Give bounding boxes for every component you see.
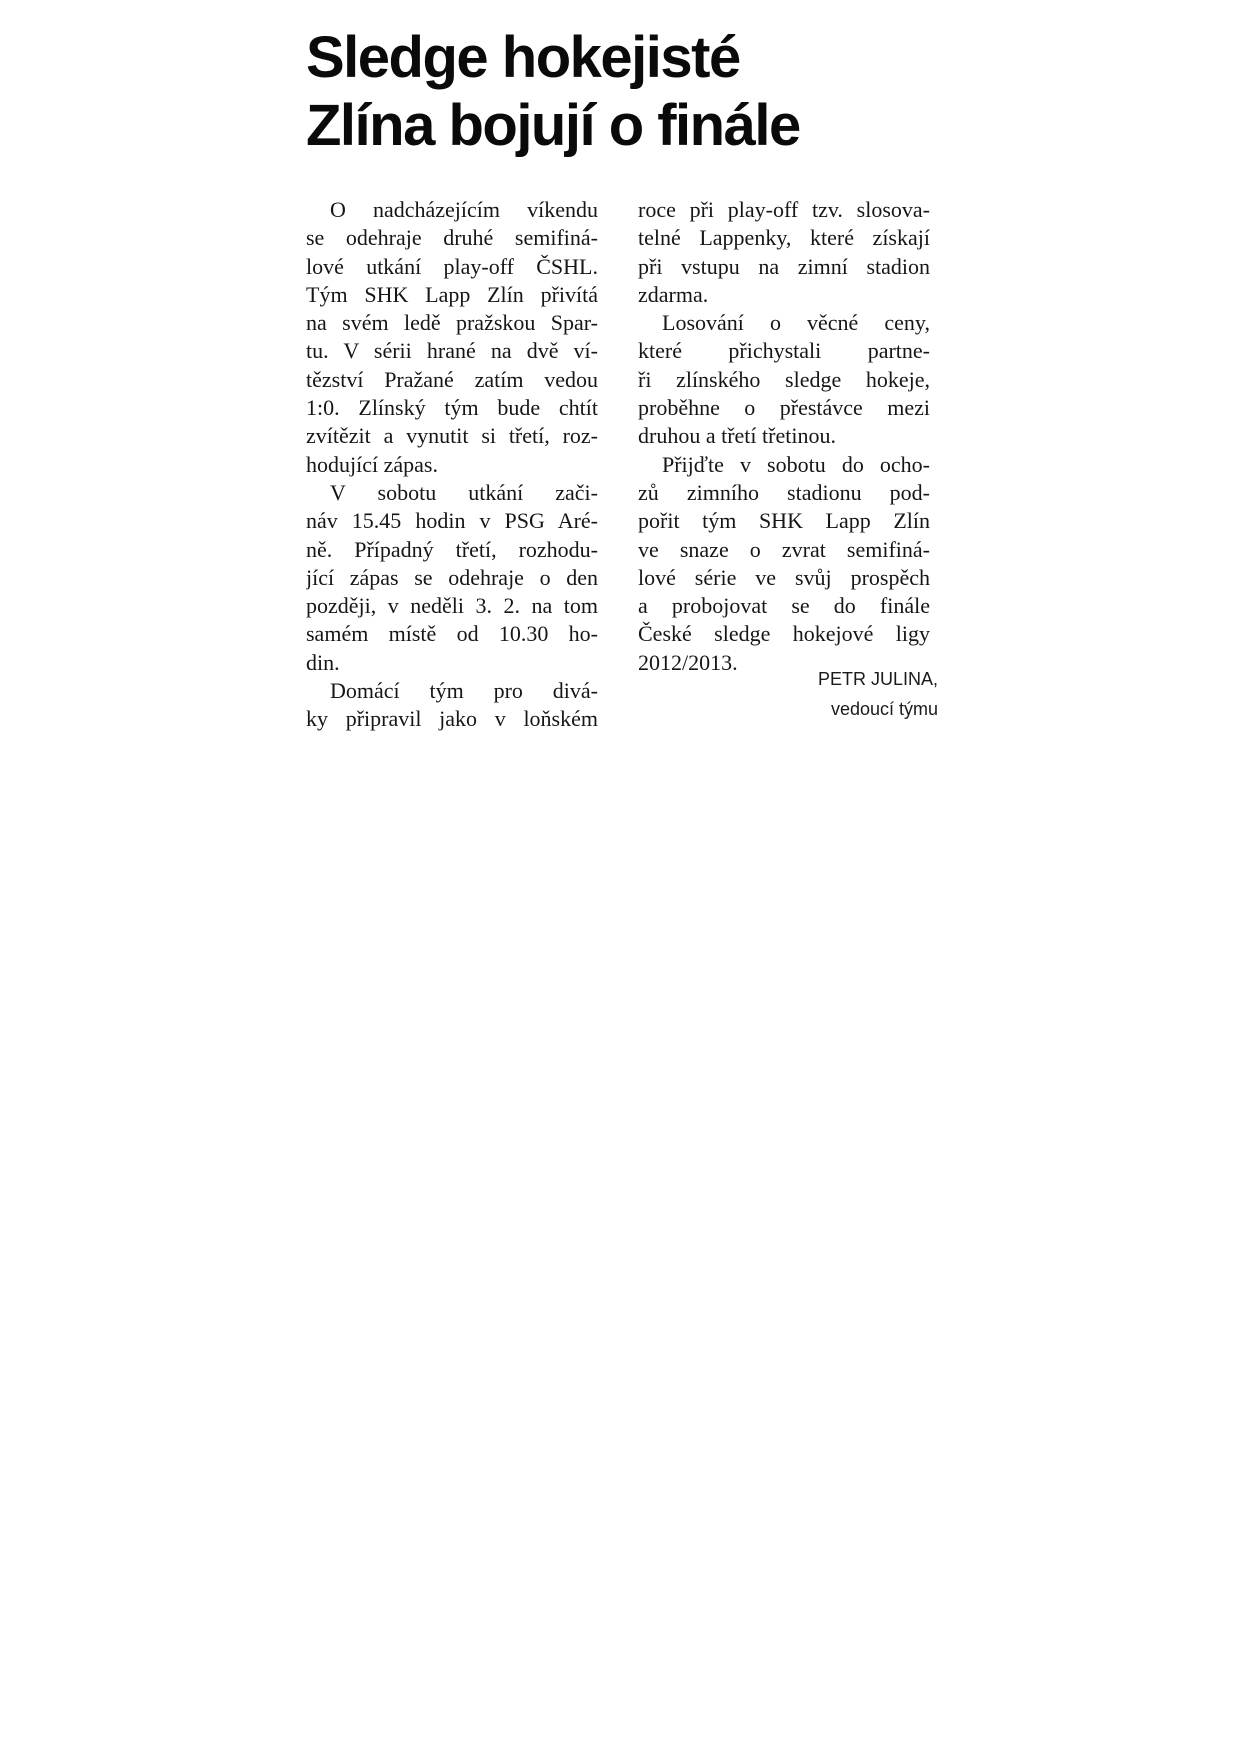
article-text-line: V sobotu utkání zači- [330,479,598,505]
headline-line: Zlína bojují o finále [306,93,800,158]
article-text-line: tu. V sérii hrané na dvě ví- [306,338,598,364]
article-text-line: ři zlínského sledge hokeje, [638,366,930,392]
article-text-line: lové utkání play-off ČSHL. [306,253,598,279]
article-text-line: pořit tým SHK Lapp Zlín [638,508,930,534]
article-text-line: Domácí tým pro divá- [330,678,598,704]
article-text-line: lové série ve svůj prospěch [638,564,930,590]
article-text-line: Losování o věcné ceny, [662,310,930,336]
article-text-line: České sledge hokejové ligy [638,621,930,647]
article-column-right [638,196,930,677]
article-text-line: se odehraje druhé semifiná- [306,225,598,251]
article-text-line: na svém ledě pražskou Spar- [306,310,598,336]
article-text-line: při vstupu na zimní stadion [638,253,930,279]
article-text-line: které přichystali partne- [638,338,930,364]
article-text-line: O nadcházejícím víkendu [330,197,598,222]
article-text-line: zvítězit a vynutit si třetí, roz- [306,423,598,449]
article-headline [306,24,938,160]
article-text-line: hodující zápas. [306,451,438,477]
article-text-line: proběhne o přestávce mezi [638,395,930,421]
article-text-line: 1:0. Zlínský tým bude chtít [306,395,598,421]
article-text-line: roce při play-off tzv. slosova- [638,197,930,222]
article-text-line: později, v neděli 3. 2. na tom [306,593,598,619]
article-text-line: samém místě od 10.30 ho- [306,621,598,647]
newspaper-clipping [306,24,938,732]
article-column-left [306,196,598,734]
article-text-line: 2012/2013. [638,649,738,675]
article-byline [818,664,938,724]
article-text-line: jící zápas se odehraje o den [306,564,598,590]
article-text-line: Přijďte v sobotu do ocho- [662,451,930,477]
article-text-line: ve snaze o zvrat semifiná- [638,536,930,562]
article-text-line: telné Lappenky, které získají [638,225,930,251]
article-text-line: zdarma. [638,281,709,307]
article-text-line: ky připravil jako v loňském [306,706,598,732]
headline-line: Sledge hokejisté [306,25,740,90]
article-text-line: náv 15.45 hodin v PSG Aré- [306,508,598,534]
article-text-line: a probojovat se do finále [638,593,930,619]
article-text-line: din. [306,649,340,675]
article-text-line: druhou a třetí třetinou. [638,423,836,449]
byline-role: vedoucí týmu [830,699,938,719]
byline-author: PETR JULINA, [817,669,938,689]
article-text-line: ně. Případný třetí, rozhodu- [306,536,598,562]
article-text-line: Tým SHK Lapp Zlín přivítá [306,281,598,307]
article-text-line: zů zimního stadionu pod- [638,479,930,505]
article-text-line: tězství Pražané zatím vedou [306,366,598,392]
